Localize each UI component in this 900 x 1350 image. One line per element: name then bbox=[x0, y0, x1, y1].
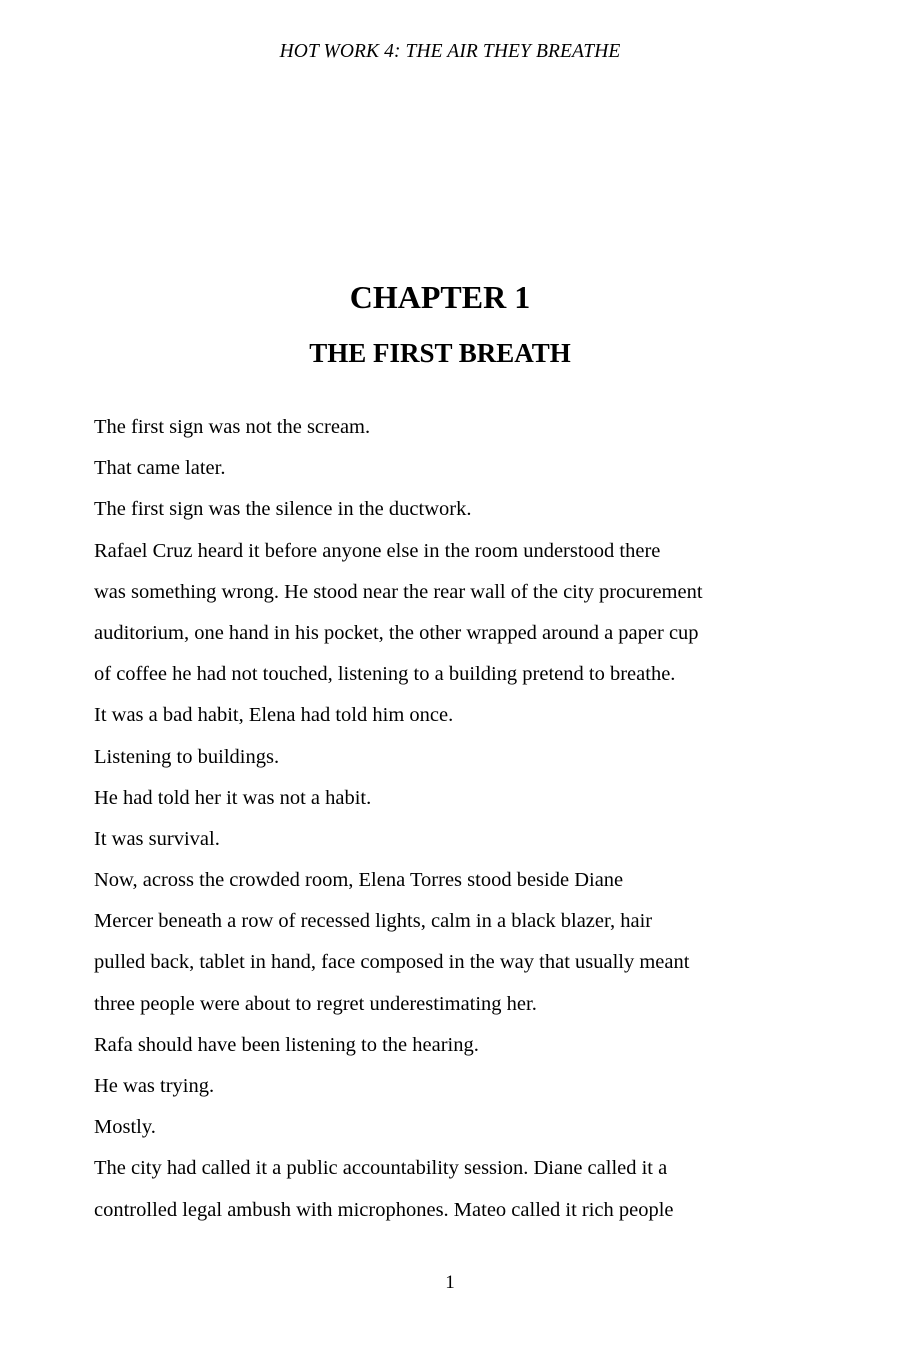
running-header: HOT WORK 4: THE AIR THEY BREATHE bbox=[279, 41, 621, 62]
chapter-title: THE FIRST BREATH bbox=[309, 338, 571, 368]
page-number: 1 bbox=[445, 1272, 455, 1293]
text-line: The city had called it a public accountability session. Diane called it a bbox=[94, 1157, 668, 1180]
text-line: Listening to buildings. bbox=[94, 745, 280, 768]
text-line: Rafa should have been listening to the hearing. bbox=[94, 1033, 479, 1056]
text-line: Now, across the crowded room, Elena Torres stood beside Diane bbox=[94, 869, 624, 892]
text-line: He had told her it was not a habit. bbox=[94, 786, 372, 809]
text-line: Mercer beneath a row of recessed lights, calm in a black blazer, hair bbox=[94, 910, 653, 933]
text-line: Mostly. bbox=[94, 1116, 156, 1139]
chapter-body bbox=[94, 407, 794, 1231]
text-line: He was trying. bbox=[94, 1075, 215, 1097]
text-line: That came later. bbox=[94, 457, 226, 480]
text-line: was something wrong. He stood near the rear wall of the city procurement bbox=[94, 580, 703, 603]
text-line: auditorium, one hand in his pocket, the other wrapped around a paper cup bbox=[94, 621, 699, 644]
chapter-number: CHAPTER 1 bbox=[349, 279, 531, 315]
text-line: three people were about to regret underestimating her. bbox=[94, 992, 537, 1015]
text-line: The first sign was the silence in the ductwork. bbox=[94, 498, 472, 521]
text-line: The first sign was not the scream. bbox=[94, 416, 371, 438]
text-line: It was survival. bbox=[94, 827, 220, 850]
text-line: pulled back, tablet in hand, face composed in the way that usually meant bbox=[94, 951, 690, 974]
text-line: controlled legal ambush with microphones. Mateo called it rich people bbox=[94, 1198, 674, 1221]
text-line: of coffee he had not touched, listening to a building pretend to breathe. bbox=[94, 663, 676, 686]
text-line: It was a bad habit, Elena had told him once. bbox=[94, 704, 454, 727]
text-line: Rafael Cruz heard it before anyone else in the room understood there bbox=[94, 539, 661, 562]
